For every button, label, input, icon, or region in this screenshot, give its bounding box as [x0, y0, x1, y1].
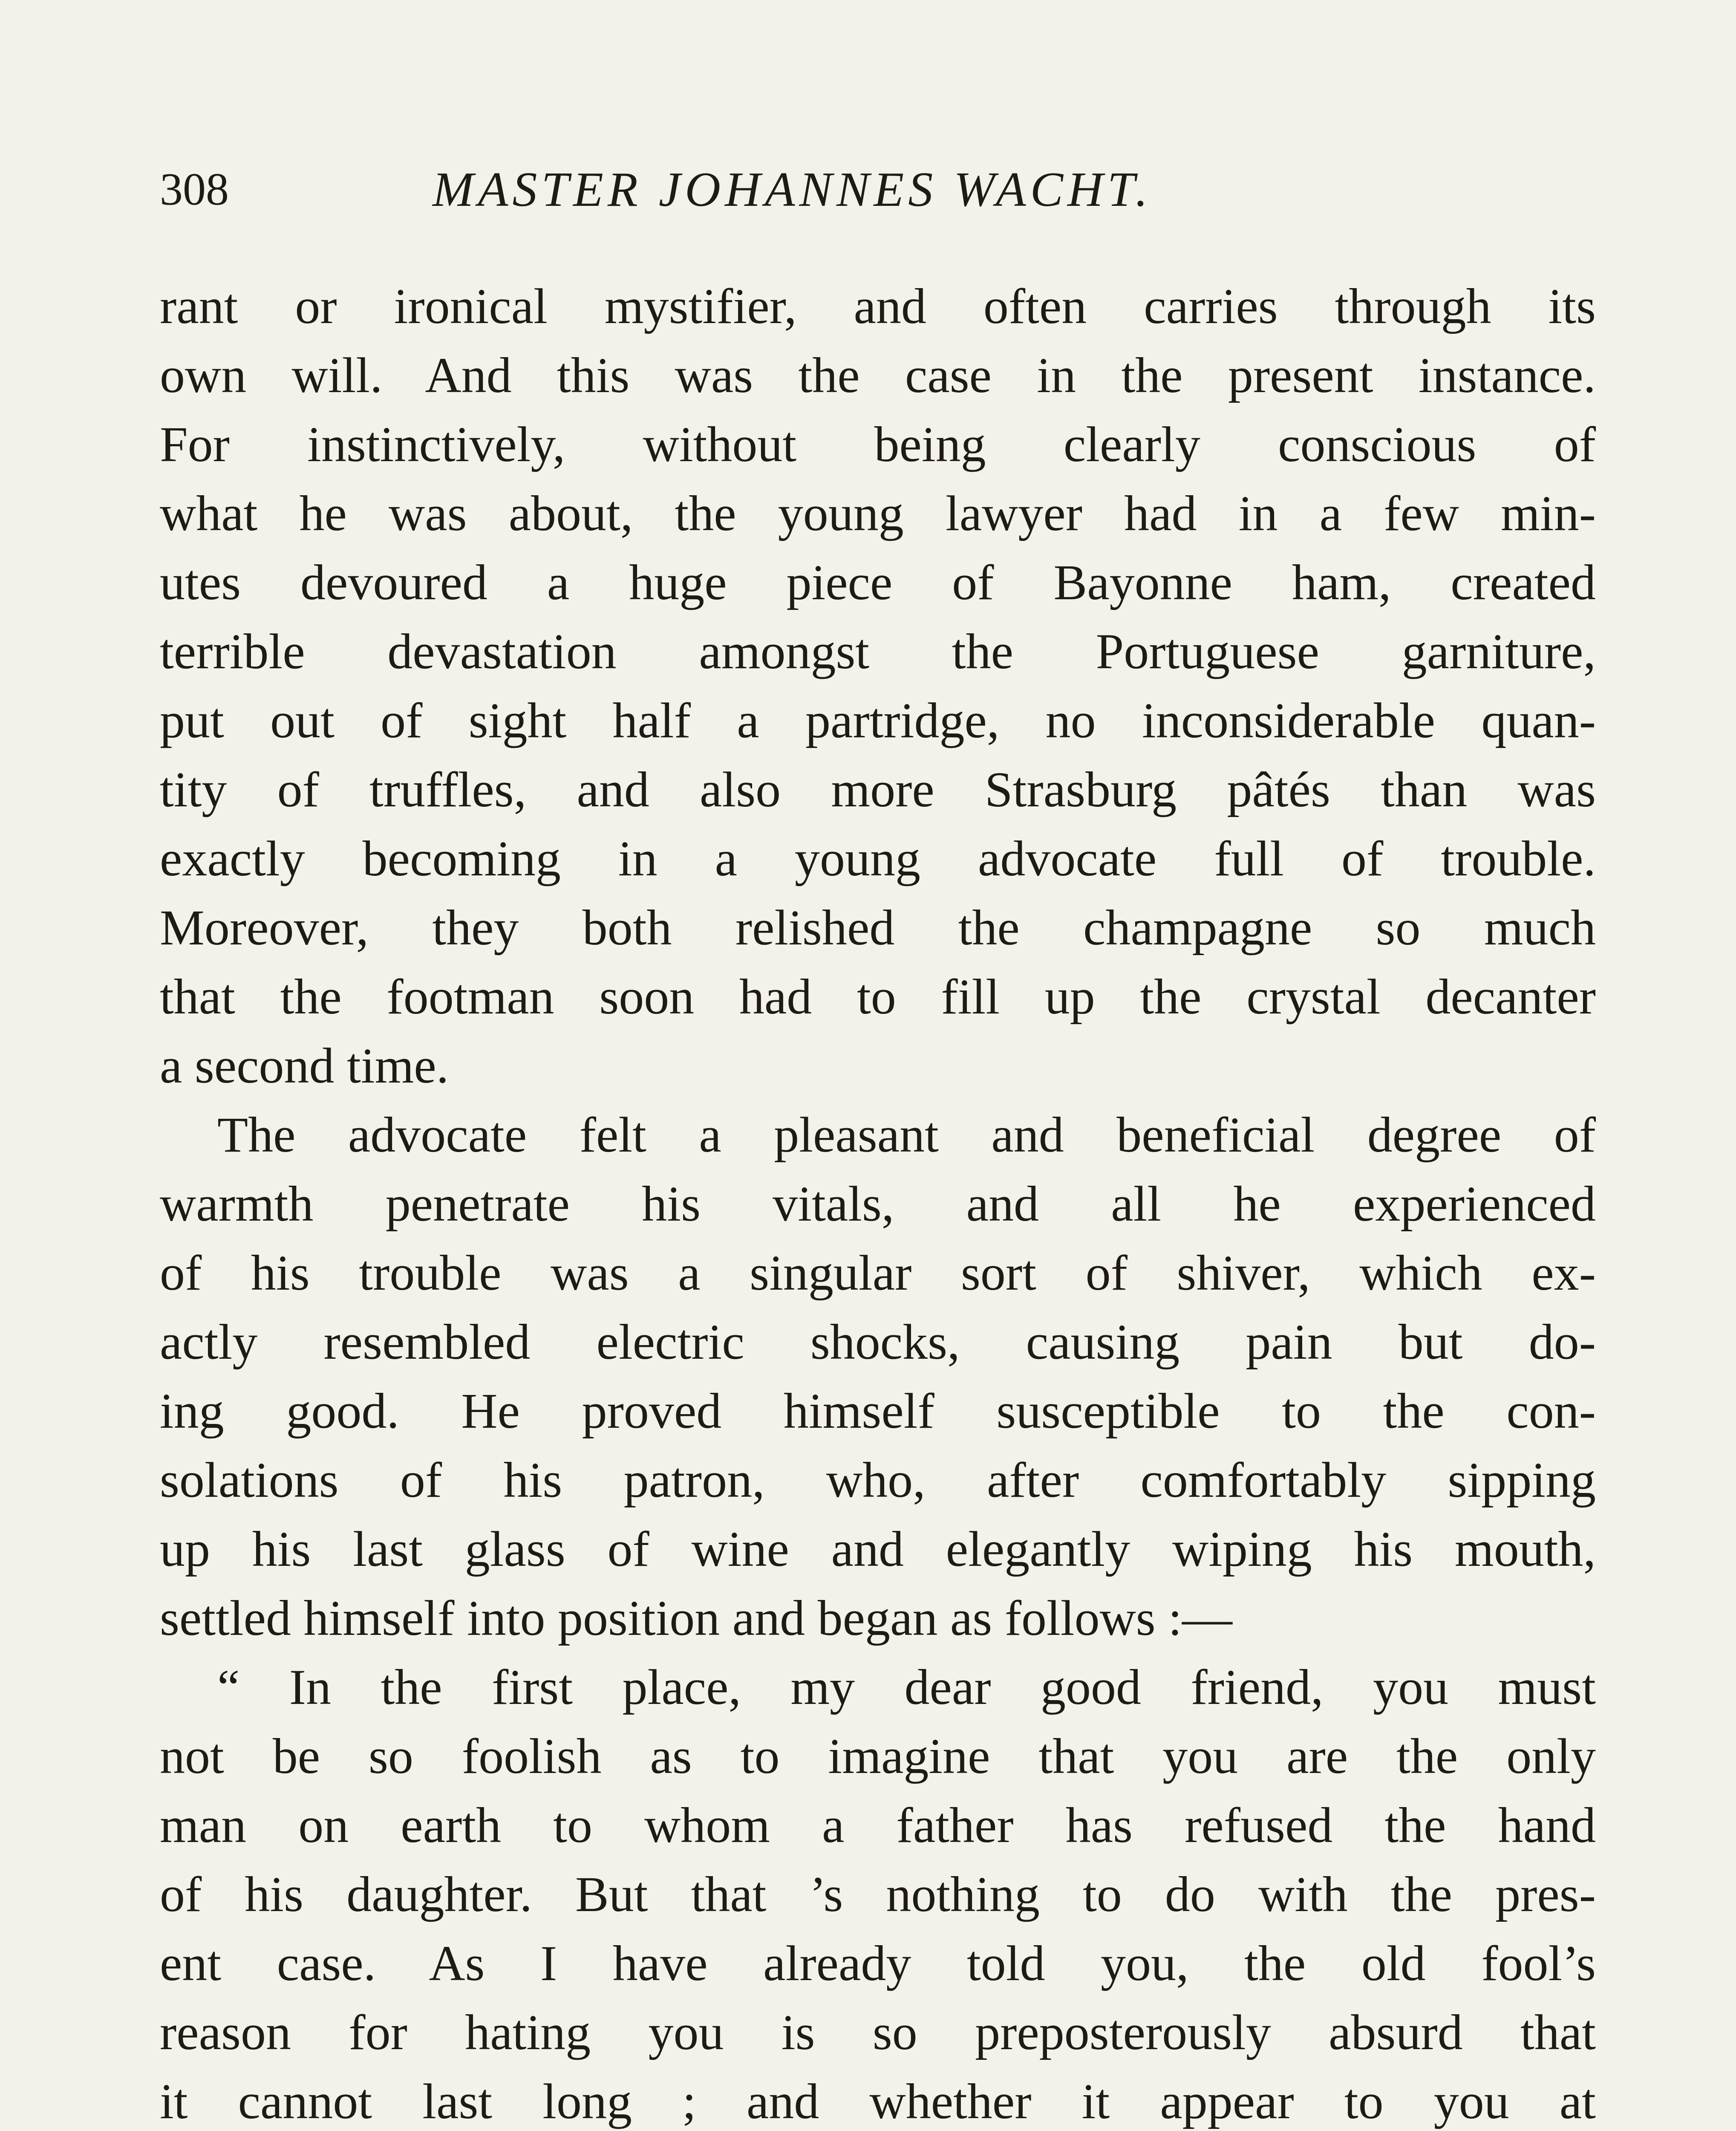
- text-line: actly resembled electric shocks, causing pain but do-: [160, 1314, 1596, 1370]
- paragraph-end-line: a second time.: [160, 1038, 449, 1094]
- text-line: tity of truffles, and also more Strasburg pâtés than was: [160, 762, 1596, 817]
- running-title: MASTER JOHANNES WACHT.: [433, 162, 1152, 217]
- text-line: warmth penetrate his vitals, and all he experienced: [160, 1176, 1596, 1232]
- text-line: it cannot last long ; and whether it appear to you at: [160, 2073, 1596, 2129]
- text-line: ent case. As I have already told you, the old fool’s: [160, 1935, 1596, 1991]
- text-line: man on earth to whom a father has refused the hand: [160, 1797, 1596, 1853]
- text-line: reason for hating you is so preposterously absurd that: [160, 2004, 1596, 2060]
- paragraph-start-line: “ In the first place, my dear good friend, you must: [217, 1659, 1596, 1715]
- text-line: rant or ironical mystifier, and often carries through its: [160, 278, 1596, 334]
- text-line: solations of his patron, who, after comfortably sipping: [160, 1452, 1596, 1508]
- body-text: [160, 272, 1596, 2131]
- paragraph-end-line: settled himself into position and began as follows :—: [160, 1590, 1233, 1646]
- text-line: put out of sight half a partridge, no inconsiderable quan-: [160, 693, 1596, 748]
- paragraph-start-line: The advocate felt a pleasant and beneficial degree of: [217, 1107, 1596, 1163]
- text-line: ing good. He proved himself susceptible to the con-: [160, 1383, 1596, 1439]
- text-line: own will. And this was the case in the present instance.: [160, 347, 1596, 403]
- page-number: 308: [160, 164, 229, 215]
- text-line: of his trouble was a singular sort of shiver, which ex-: [160, 1245, 1596, 1301]
- text-line: Moreover, they both relished the champagne so much: [160, 900, 1596, 956]
- text-line: what he was about, the young lawyer had in a few min-: [160, 485, 1596, 541]
- text-line: that the footman soon had to fill up the crystal decanter: [160, 969, 1596, 1025]
- page-header: [160, 158, 1587, 222]
- text-line: terrible devastation amongst the Portuguese garniture,: [160, 624, 1596, 679]
- text-line: For instinctively, without being clearly conscious of: [160, 416, 1596, 472]
- text-line: not be so foolish as to imagine that you are the only: [160, 1728, 1596, 1784]
- text-line: of his daughter. But that ’s nothing to do with the pres-: [160, 1866, 1596, 1922]
- text-line: exactly becoming in a young advocate full of trouble.: [160, 831, 1596, 886]
- text-line: up his last glass of wine and elegantly wiping his mouth,: [160, 1521, 1596, 1577]
- text-line: utes devoured a huge piece of Bayonne ham, created: [160, 554, 1596, 610]
